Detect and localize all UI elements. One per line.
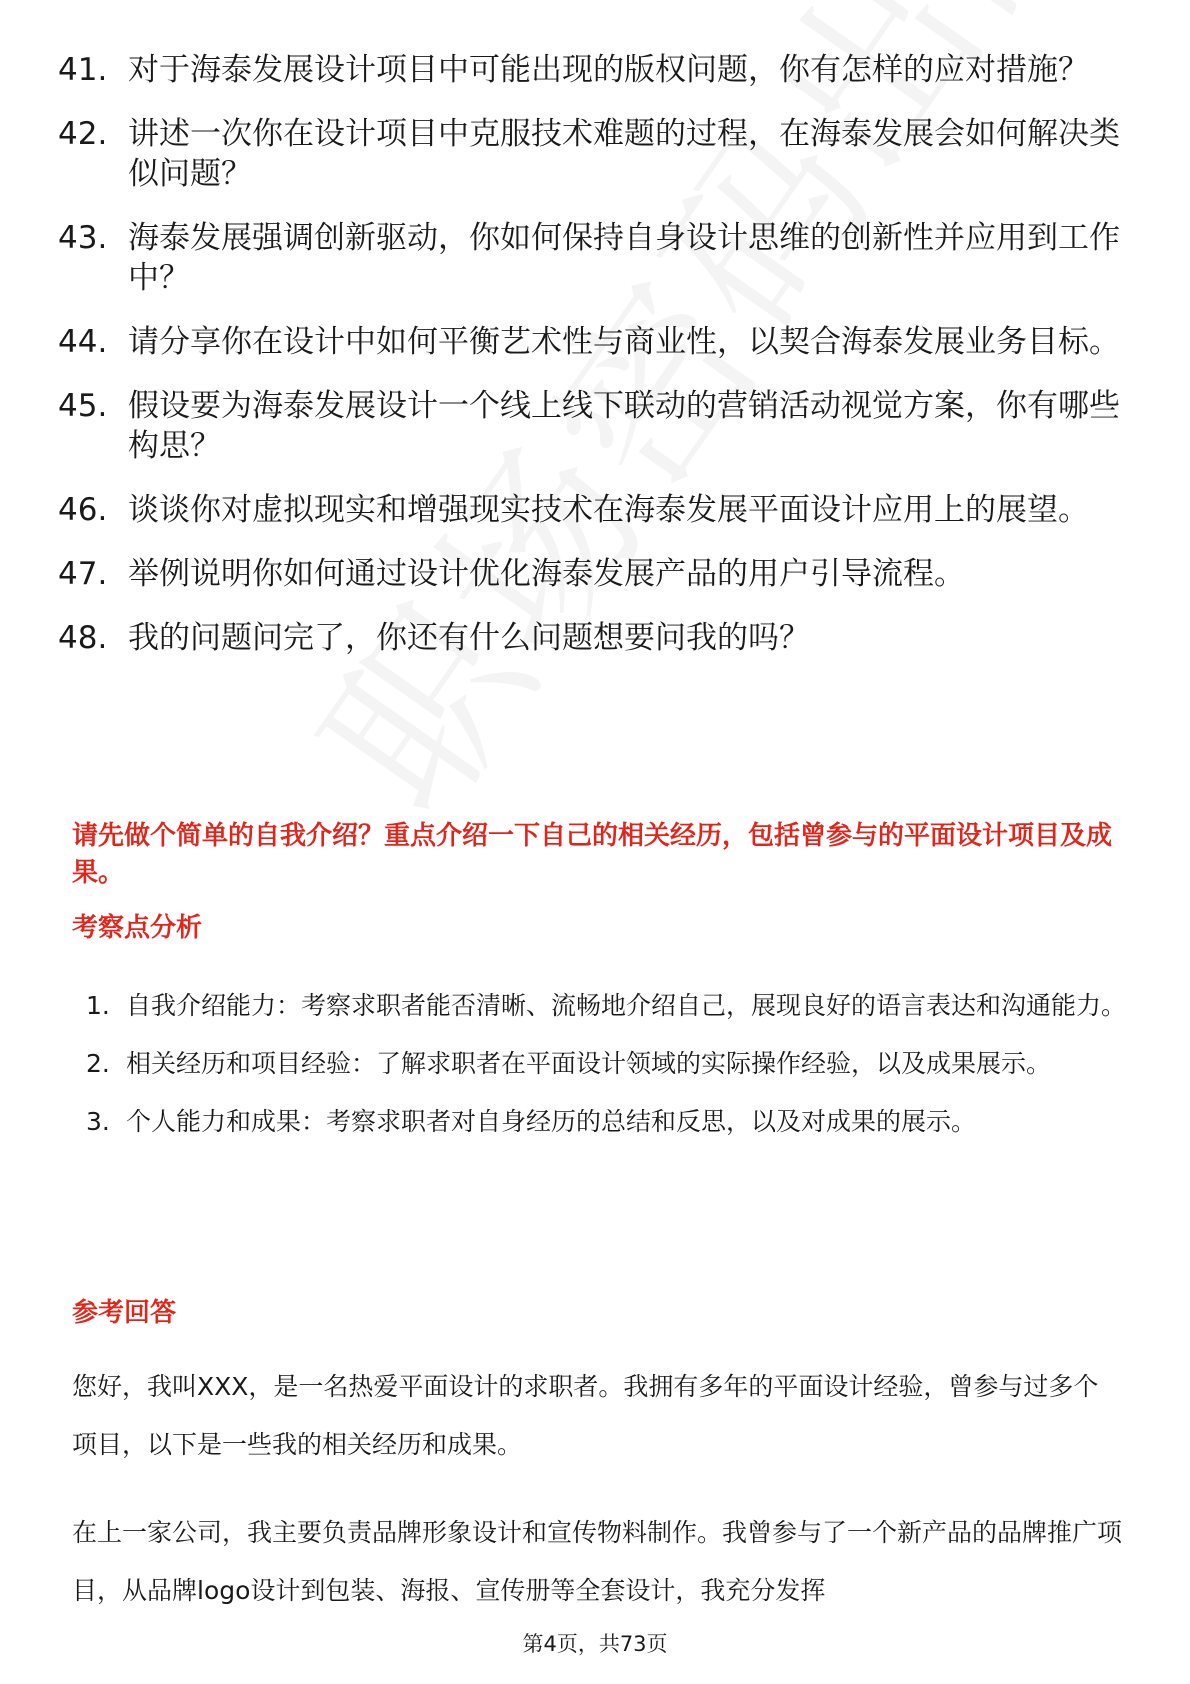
- list-item: [58, 322, 1138, 362]
- question-text: 举例说明你如何通过设计优化海泰发展产品的用户引导流程。: [128, 556, 965, 592]
- question-text: 海泰发展强调创新驱动，你如何保持自身设计思维的创新性并应用到工作中？: [128, 220, 1120, 296]
- question-number: 46.: [58, 492, 108, 528]
- analysis-title: 考察点分析: [72, 913, 203, 943]
- list-item: [58, 50, 1138, 90]
- question-list: [58, 50, 1138, 682]
- question-number: 42.: [58, 116, 108, 152]
- analysis-number: 1.: [86, 991, 110, 1020]
- answer-paragraph: 在上一家公司，我主要负责品牌形象设计和宣传物料制作。我曾参与了一个新产品的品牌推广项目，从品牌logo设计到包装、海报、宣传册等全套设计，我充分发挥: [72, 1518, 1123, 1605]
- question-number: 43.: [58, 220, 108, 256]
- question-text: 对于海泰发展设计项目中可能出现的版权问题，你有怎样的应对措施？: [128, 52, 1089, 88]
- question-text: 讲述一次你在设计项目中克服技术难题的过程，在海泰发展会如何解决类似问题？: [128, 116, 1120, 192]
- list-item: [58, 490, 1138, 530]
- question-text: 请分享你在设计中如何平衡艺术性与商业性，以契合海泰发展业务目标。: [128, 324, 1120, 360]
- highlight-question: 请先做个简单的自我介绍？重点介绍一下自己的相关经历，包括曾参与的平面设计项目及成果。: [72, 821, 1113, 888]
- list-item: [58, 386, 1138, 466]
- list-item: [58, 114, 1138, 194]
- analysis-text: 相关经历和项目经验：了解求职者在平面设计领域的实际操作经验，以及成果展示。: [126, 1049, 1052, 1078]
- answer-title: 参考回答: [72, 1298, 177, 1328]
- question-text: 假设要为海泰发展设计一个线上线下联动的营销活动视觉方案，你有哪些构思？: [128, 388, 1120, 464]
- list-item: [86, 977, 1126, 1035]
- list-item: [58, 218, 1138, 298]
- analysis-list: [86, 977, 1126, 1151]
- page-footer: 第4页，共73页: [522, 1632, 668, 1656]
- question-number: 45.: [58, 388, 108, 424]
- list-item: [86, 1093, 1126, 1151]
- answer-paragraph: 您好，我叫XXX，是一名热爱平面设计的求职者。我拥有多年的平面设计经验，曾参与过多个项目，以下是一些我的相关经历和成果。: [72, 1372, 1099, 1459]
- analysis-text: 个人能力和成果：考察求职者对自身经历的总结和反思，以及对成果的展示。: [126, 1107, 977, 1136]
- list-item: [58, 618, 1138, 658]
- question-number: 44.: [58, 324, 108, 360]
- list-item: [86, 1035, 1126, 1093]
- analysis-number: 2.: [86, 1049, 110, 1078]
- list-item: [58, 554, 1138, 594]
- question-number: 41.: [58, 52, 108, 88]
- question-text: 我的问题问完了，你还有什么问题想要问我的吗？: [128, 620, 810, 656]
- question-number: 47.: [58, 556, 108, 592]
- analysis-number: 3.: [86, 1107, 110, 1136]
- analysis-text: 自我介绍能力：考察求职者能否清晰、流畅地介绍自己，展现良好的语言表达和沟通能力。: [126, 991, 1127, 1020]
- question-number: 48.: [58, 620, 108, 656]
- question-text: 谈谈你对虚拟现实和增强现实技术在海泰发展平面设计应用上的展望。: [128, 492, 1089, 528]
